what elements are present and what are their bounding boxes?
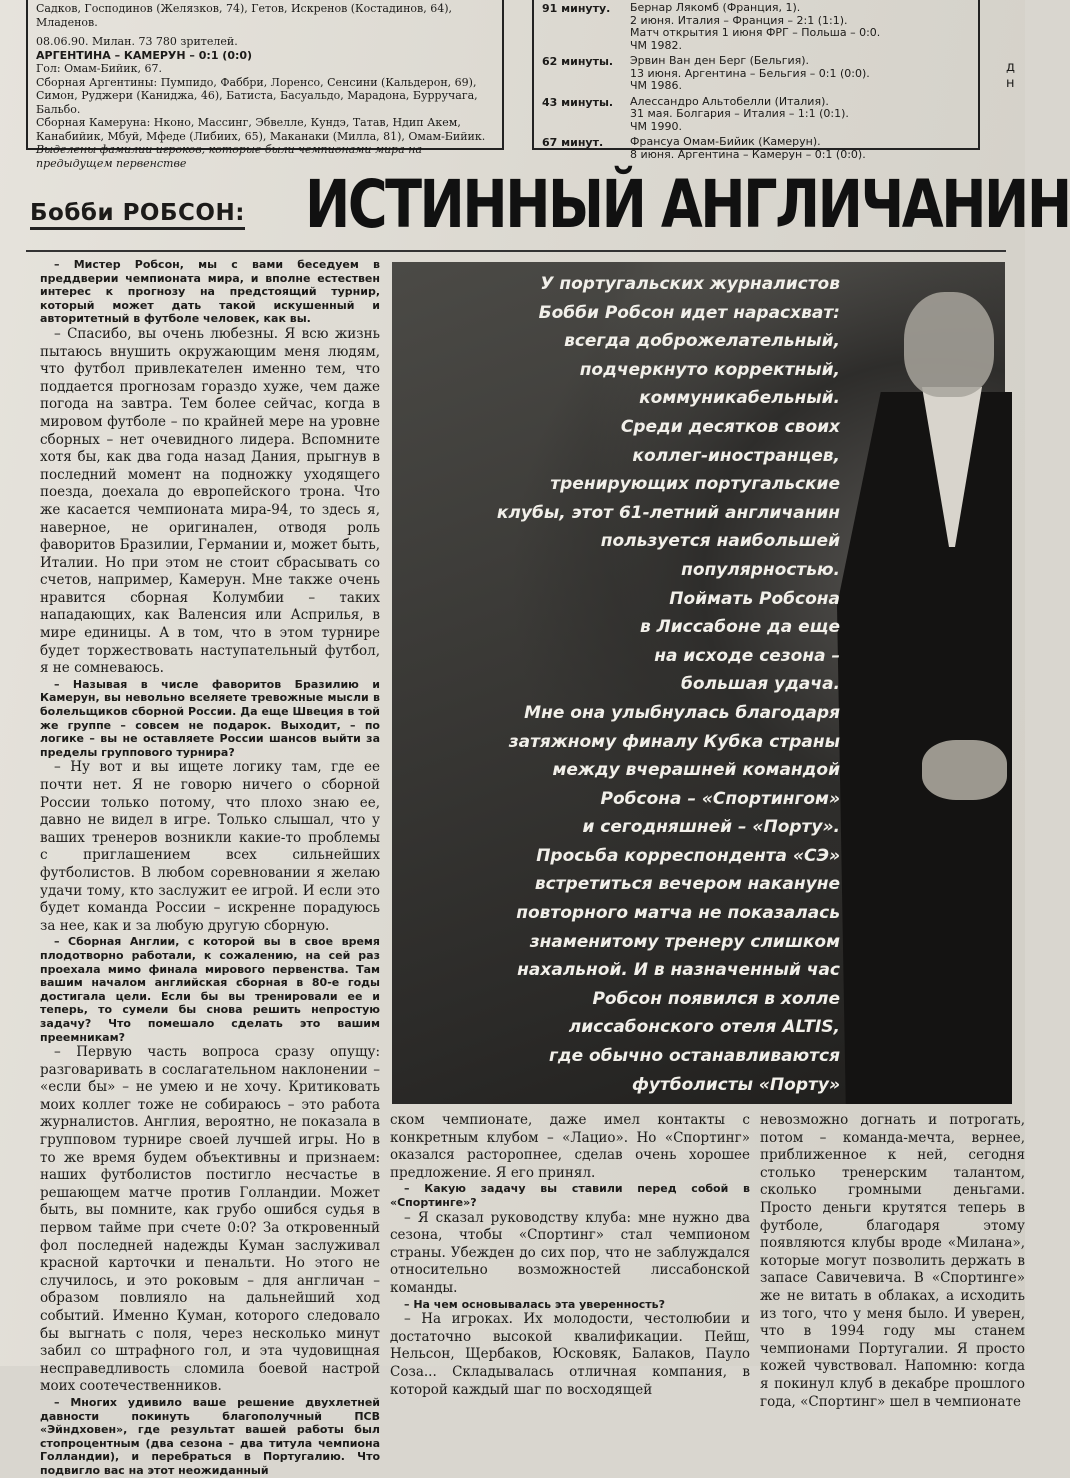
photo-caption bbox=[392, 270, 840, 1099]
goal-text: Франсуа Омам-Бийик (Камерун). 8 июня. Аргентина – Камерун – 0:1 (0:0). bbox=[630, 135, 866, 161]
caption-line: Просьба корреспондента «СЭ» bbox=[536, 845, 840, 866]
caption-line: знаменитому тренеру слишком bbox=[529, 931, 840, 952]
headline-name: Бобби РОБСОН: bbox=[30, 200, 245, 230]
caption-line: Бобби Робсон идет нарасхват: bbox=[538, 302, 840, 323]
caption-line: клубы, этот 61-летний англичанин bbox=[496, 502, 840, 523]
photo-figure-head bbox=[904, 292, 994, 397]
interview-question: – На чем основывалась эта уверенность? bbox=[404, 1297, 665, 1311]
interview-question: – Мистер Робсон, мы с вами беседуем в преддверии чемпионата мира, и вполне естествен интерес к прогнозу на предстоящий турнир, который может дать такой искушенный и авторитетный в футболе человек, как вы. bbox=[40, 258, 380, 326]
results-line: Садков, Господинов (Желязков, 74), Гетов, Искренов (Костадинов, 64), Младенов. bbox=[36, 2, 453, 29]
goal-time: 67 минут. bbox=[542, 136, 604, 149]
caption-line: Робсон появился в холле bbox=[592, 988, 840, 1009]
caption-line: лиссабонского отеля ALTIS, bbox=[568, 1017, 840, 1038]
goal-row bbox=[542, 2, 970, 52]
headline bbox=[30, 166, 1070, 244]
interview-answer: – На игроках. Их молодости, честолюбии и достаточно высокой квалификации. Пейш, Нельсон, Щербаков, Юсковяк, Балаков, Пауло Соза... Складывалась отличная компания, в которой каждый шаг по восходящей bbox=[390, 1311, 750, 1398]
headline-rule bbox=[26, 250, 1006, 252]
caption-line: повторного матча не показалась bbox=[516, 903, 840, 924]
caption-line: подчеркнуто корректный, bbox=[579, 359, 840, 380]
caption-line: где обычно останавливаются bbox=[548, 1046, 840, 1067]
caption-line: коммуникабельный. bbox=[639, 388, 840, 409]
goal-text: Эрвин Ван ден Берг (Бельгия). 13 июня. Аргентина – Бельгия – 0:1 (0:0). ЧМ 1986. bbox=[630, 54, 870, 92]
results-line: Сборная Аргентины: Пумпидо, Фаббри, Лоренсо, Сенсини (Кальдерон, 69), Симон, Руджери (Каниджа, 46), Батиста, Басуальдо, Марадона, Бурручага, Бальбо. bbox=[36, 75, 478, 116]
article-column-left bbox=[40, 258, 380, 1477]
caption-line: большая удача. bbox=[681, 674, 840, 695]
caption-line: всегда доброжелательный, bbox=[564, 331, 840, 352]
article-column-middle bbox=[390, 1112, 750, 1398]
headline-title: ИСТИННЫЙ АНГЛИЧАНИН bbox=[305, 166, 1070, 243]
interview-answer: – Я сказал руководству клуба: мне нужно два сезона, чтобы «Спортинг» стал чемпионом страны. Убежден до сих пор, что не заблуждался относительно возможностей лиссабонской команды. bbox=[390, 1209, 750, 1296]
caption-line: тренирующих португальские bbox=[550, 474, 840, 495]
adjacent-column-fragment: д н bbox=[1006, 60, 1015, 91]
caption-line: популярностью. bbox=[681, 559, 840, 580]
photo-figure-hands bbox=[922, 740, 1007, 800]
interview-question: – Многих удивило ваше решение двухлетней давности покинуть благополучный ПСВ «Эйндховен», где результат вашей работы был стопроцентным (два сезона – два титула чемпиона Голландии), и перебраться в Португалию. Что подвигло вас на этот неожиданный bbox=[40, 1395, 380, 1477]
results-note: Выделены фамилии игроков, которые были чемпионами мира на предыдущем первенстве bbox=[36, 143, 423, 170]
interview-answer: – Ну вот и вы ищете логику там, где ее почти нет. Я не говорю ничего о сборной России только потому, что плохо знаю ее, давно не видел в игре. Только слышал, что у ваших тренеров возникли какие-то проблемы с приглашением всех сильнейших футболистов. В любом соревновании я желаю удачи тому, кто заслужит ее игрой. И если это будет команда России – искренне порадуюсь за нее, как и за любую другую сборную. bbox=[40, 759, 380, 934]
interview-answer: – Первую часть вопроса сразу опущу: разговаривать в сослагательном наклонении – «если бы» – не умею и не хочу. Критиковать моих коллег тоже не собираюсь – это работа журналистов. Англия, вероятно, не показала в групповом турнире своей лучшей игры. Но в то же время будем объективны и признаем: наших футболистов постигло несчастье в решающем матче против Голландии. Может быть, вы помните, как грубо ошибся судья в первом тайме при счете 0:0? За откровенный фол последней надежды Куман заслуживал красной карточки и пенальти. Но этого не случилось, и это роковым – для англичан – образом повлияло на дальнейший ход событий. Именно Куман, которого следовало бы выгнать с поля, через несколько минут забил со штрафного гол, и эта чудовищная несправедливость сломила боевой настрой моих соотечественников. bbox=[40, 1044, 380, 1395]
interview-question: – Какую задачу вы ставили перед собой в «Спортинге»? bbox=[390, 1182, 750, 1209]
caption-line: затяжному финалу Кубка страны bbox=[508, 731, 840, 752]
caption-line: встретиться вечером накануне bbox=[534, 874, 840, 895]
caption-line: футболисты «Порту» bbox=[631, 1074, 840, 1095]
goal-row bbox=[542, 96, 970, 134]
goal-row bbox=[542, 55, 970, 93]
results-line: Сборная Камеруна: Нконо, Массинг, Эбвелле, Кундэ, Татав, Ндип Акем, Канабийик, Мбуй, Мфеде (Либиих, 65), Маканаки (Милла, 81), Омам-Бийик. bbox=[36, 116, 486, 143]
caption-line: Мне она улыбнулась благодаря bbox=[524, 702, 840, 723]
goal-time: 43 минуты. bbox=[542, 95, 614, 109]
interview-answer: – Спасибо, вы очень любезны. Я всю жизнь пытаюсь внушить окружающим меня людям, что футбол привлекателен именно тем, что поддается прогнозам гораздо хуже, чем даже погода на завтра. Тем более сейчас, когда в мировом футболе – по крайней мере на уровне сборных – нет очевидного лидера. Вспомните хотя бы, как два года назад Дания, прыгнув в последний момент на подножку уходящего поезда, доехала до европейского трона. Что же касается чемпионата мира-94, то здесь я, наверное, не оригинален, отводя роль фаворитов Бразилии, Германии и, может быть, Италии. Но при этом не стоит сбрасывать со счетов, например, Камерун. Мне также очень нравится сборная Колумбии – таких нападающих, как Валенсия или Асприлья, в мире единицы. А в том, что в этом турнире будет торжествовать наступательный футбол, я не сомневаюсь. bbox=[40, 325, 380, 677]
interview-answer: невозможно догнать и потрогать, потом – команда-мечта, вернее, приближенное к ней, сегодня столько тренерским талантом, сколько громными деньгами. Просто деньги крутятся теперь в футболе, благодаря этому появляются клубы вроде «Милана», которые могут позволить держать в запасе Савичевича. В «Спортинге» же не витать в облаках, а исходить из того, что у меня было. И уверен, что в 1994 году мы станем чемпионами Португалии. Я просто кожей чувствовал. Напомню: когда я покинул клуб в декабре прошлого года, «Спортинг» шел в чемпионате bbox=[760, 1112, 1025, 1410]
interview-answer: ском чемпионате, даже имел контакты с конкретным клубом – «Лацио». Но «Спортинг» оказался расторопнее, сделав очень хорошее предложение. Я его принял. bbox=[390, 1112, 750, 1181]
caption-line: У португальских журналистов bbox=[540, 274, 840, 294]
caption-line: в Лиссабоне да еще bbox=[639, 617, 840, 638]
caption-line: и сегодняшней – «Порту». bbox=[582, 817, 840, 838]
interview-question: – Называя в числе фаворитов Бразилию и Камерун, вы невольно вселяете тревожные мысли в болельщиков сборной России. Да еще Швеция в той же группе – совсем не подарок. Выходит, – по логике – вы не оставляете России шансов выйти за пределы группового турнира? bbox=[40, 677, 380, 759]
caption-line: пользуется наибольшей bbox=[600, 531, 840, 552]
interview-question: – Сборная Англии, с которой вы в свое время плодотворно работали, к сожалению, на сей раз проехала мимо финала мирового первенства. Там вашим началом английская сборная в 80-е годы достигала цели. Если бы вы тренировали ее и теперь, то сумели бы снова решить непростую задачу? Что помешало сделать это вашим преемникам? bbox=[40, 935, 380, 1044]
first-goals-box bbox=[532, 0, 980, 161]
article-column-right bbox=[760, 1112, 1025, 1410]
goal-row bbox=[542, 136, 970, 161]
results-line: Гол: Омам-Бийик, 67. bbox=[36, 62, 162, 75]
goal-text: Алессандро Альтобелли (Италия). 31 мая. Болгария – Италия – 1:1 (0:1). ЧМ 1990. bbox=[630, 94, 849, 133]
caption-line: Робсона – «Спортингом» bbox=[600, 788, 840, 809]
results-line: АРГЕНТИНА – КАМЕРУН – 0:1 (0:0) bbox=[36, 48, 253, 62]
caption-line: на исходе сезона – bbox=[654, 645, 840, 666]
results-line: 08.06.90. Милан. 73 780 зрителей. bbox=[36, 35, 238, 48]
caption-line: между вчерашней командой bbox=[552, 760, 840, 781]
robson-photo bbox=[392, 262, 1005, 1104]
goal-time: 91 минуту. bbox=[542, 2, 611, 15]
caption-line: нахальной. И в назначенный час bbox=[517, 960, 840, 981]
goal-time: 62 минуты. bbox=[542, 55, 614, 68]
caption-line: коллег-иностранцев, bbox=[632, 445, 840, 466]
goal-text: Бернар Лякомб (Франция, 1). 2 июня. Италия – Франция – 2:1 (1:1). Матч открытия 1 июня ФРГ – Польша – 0:0. ЧМ 1982. bbox=[630, 1, 881, 52]
caption-line: Поймать Робсона bbox=[669, 588, 840, 609]
caption-line: Среди десятков своих bbox=[620, 416, 840, 437]
match-results-box bbox=[26, 0, 504, 170]
